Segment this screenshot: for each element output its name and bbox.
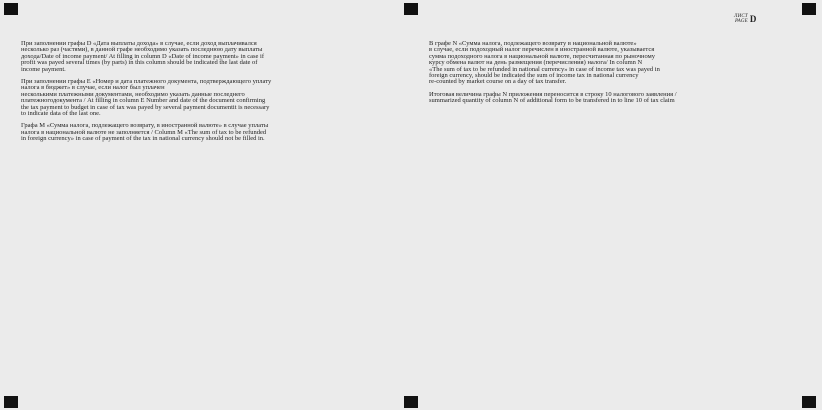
sheet-label: [734, 14, 756, 24]
sheet-code: D: [749, 13, 757, 24]
registration-mark-bottom-left: [4, 396, 18, 408]
registration-mark-top-right: [802, 3, 816, 15]
sheet-label-en: PAGE: [734, 19, 748, 24]
registration-mark-top-left: [4, 3, 18, 15]
registration-mark-bottom-center: [404, 396, 418, 408]
registration-mark-top-center: [404, 3, 418, 15]
instruction-column-m: Графа M «Сумма налога, подлежащего возврату, в иностранной валюте» в случае уплаты налога в национальной валюте не заполняется / Column M «The sum of tax to be refunded in foreign currency» in case of payment of the tax in national currency should not be filled in.: [21, 122, 269, 143]
instruction-column-d: При заполнении графы D «Дата выплаты дохода» в случае, если доход выплачивался несколько раз (частями), в данной графе необходимо указать последнюю дату выплаты дохода/Date of income payment/ At filling in column D «Date of income payment» in case if profit was payed several times (by parts) in this column should be indicated the last date of income payment.: [21, 40, 265, 73]
sheet-label-ru: ЛИСТ: [734, 14, 748, 19]
instructions-left-column: [21, 41, 401, 149]
instruction-column-n: В графе N «Сумма налога, подлежащего возврату в национальной валюте» в случае, если подоходный налог перечислен в иностранной валюте, указывается сумма подоходного налога в национальной валюте, пересчитанная по рыночному курсу обмена валют на день размещения (перечисления) налога/ In column N «The sum of tax to be refunded in national currency» in case of income tax was payed in foreign currency, should be indicated the sum of income tax in national currency re-counted by market course on a day of tax transfer.: [429, 40, 660, 86]
instruction-total-column-n: Итоговая величина графы N приложения переносится в строку 10 налогового заявления / summarized quantity of column N of additional form to be transfered in to line 10 of tax claim: [429, 90, 677, 105]
instructions-right-column: [429, 41, 813, 111]
sheet-label-text: [734, 14, 748, 24]
instruction-column-e: При заполнении графы E «Номер и дата платежного документа, подтверждающего уплату налога в бюджет» в случае, если налог был уплачен несколькими платежными документами, необходимо указать данные последнего платежногодокумента / At filling in column E Number and date of the document confirming the tax payment to budget in case of tax was payed by several payment documentit is necessary to indicate data of the last one.: [21, 78, 272, 118]
registration-mark-bottom-right: [802, 396, 816, 408]
